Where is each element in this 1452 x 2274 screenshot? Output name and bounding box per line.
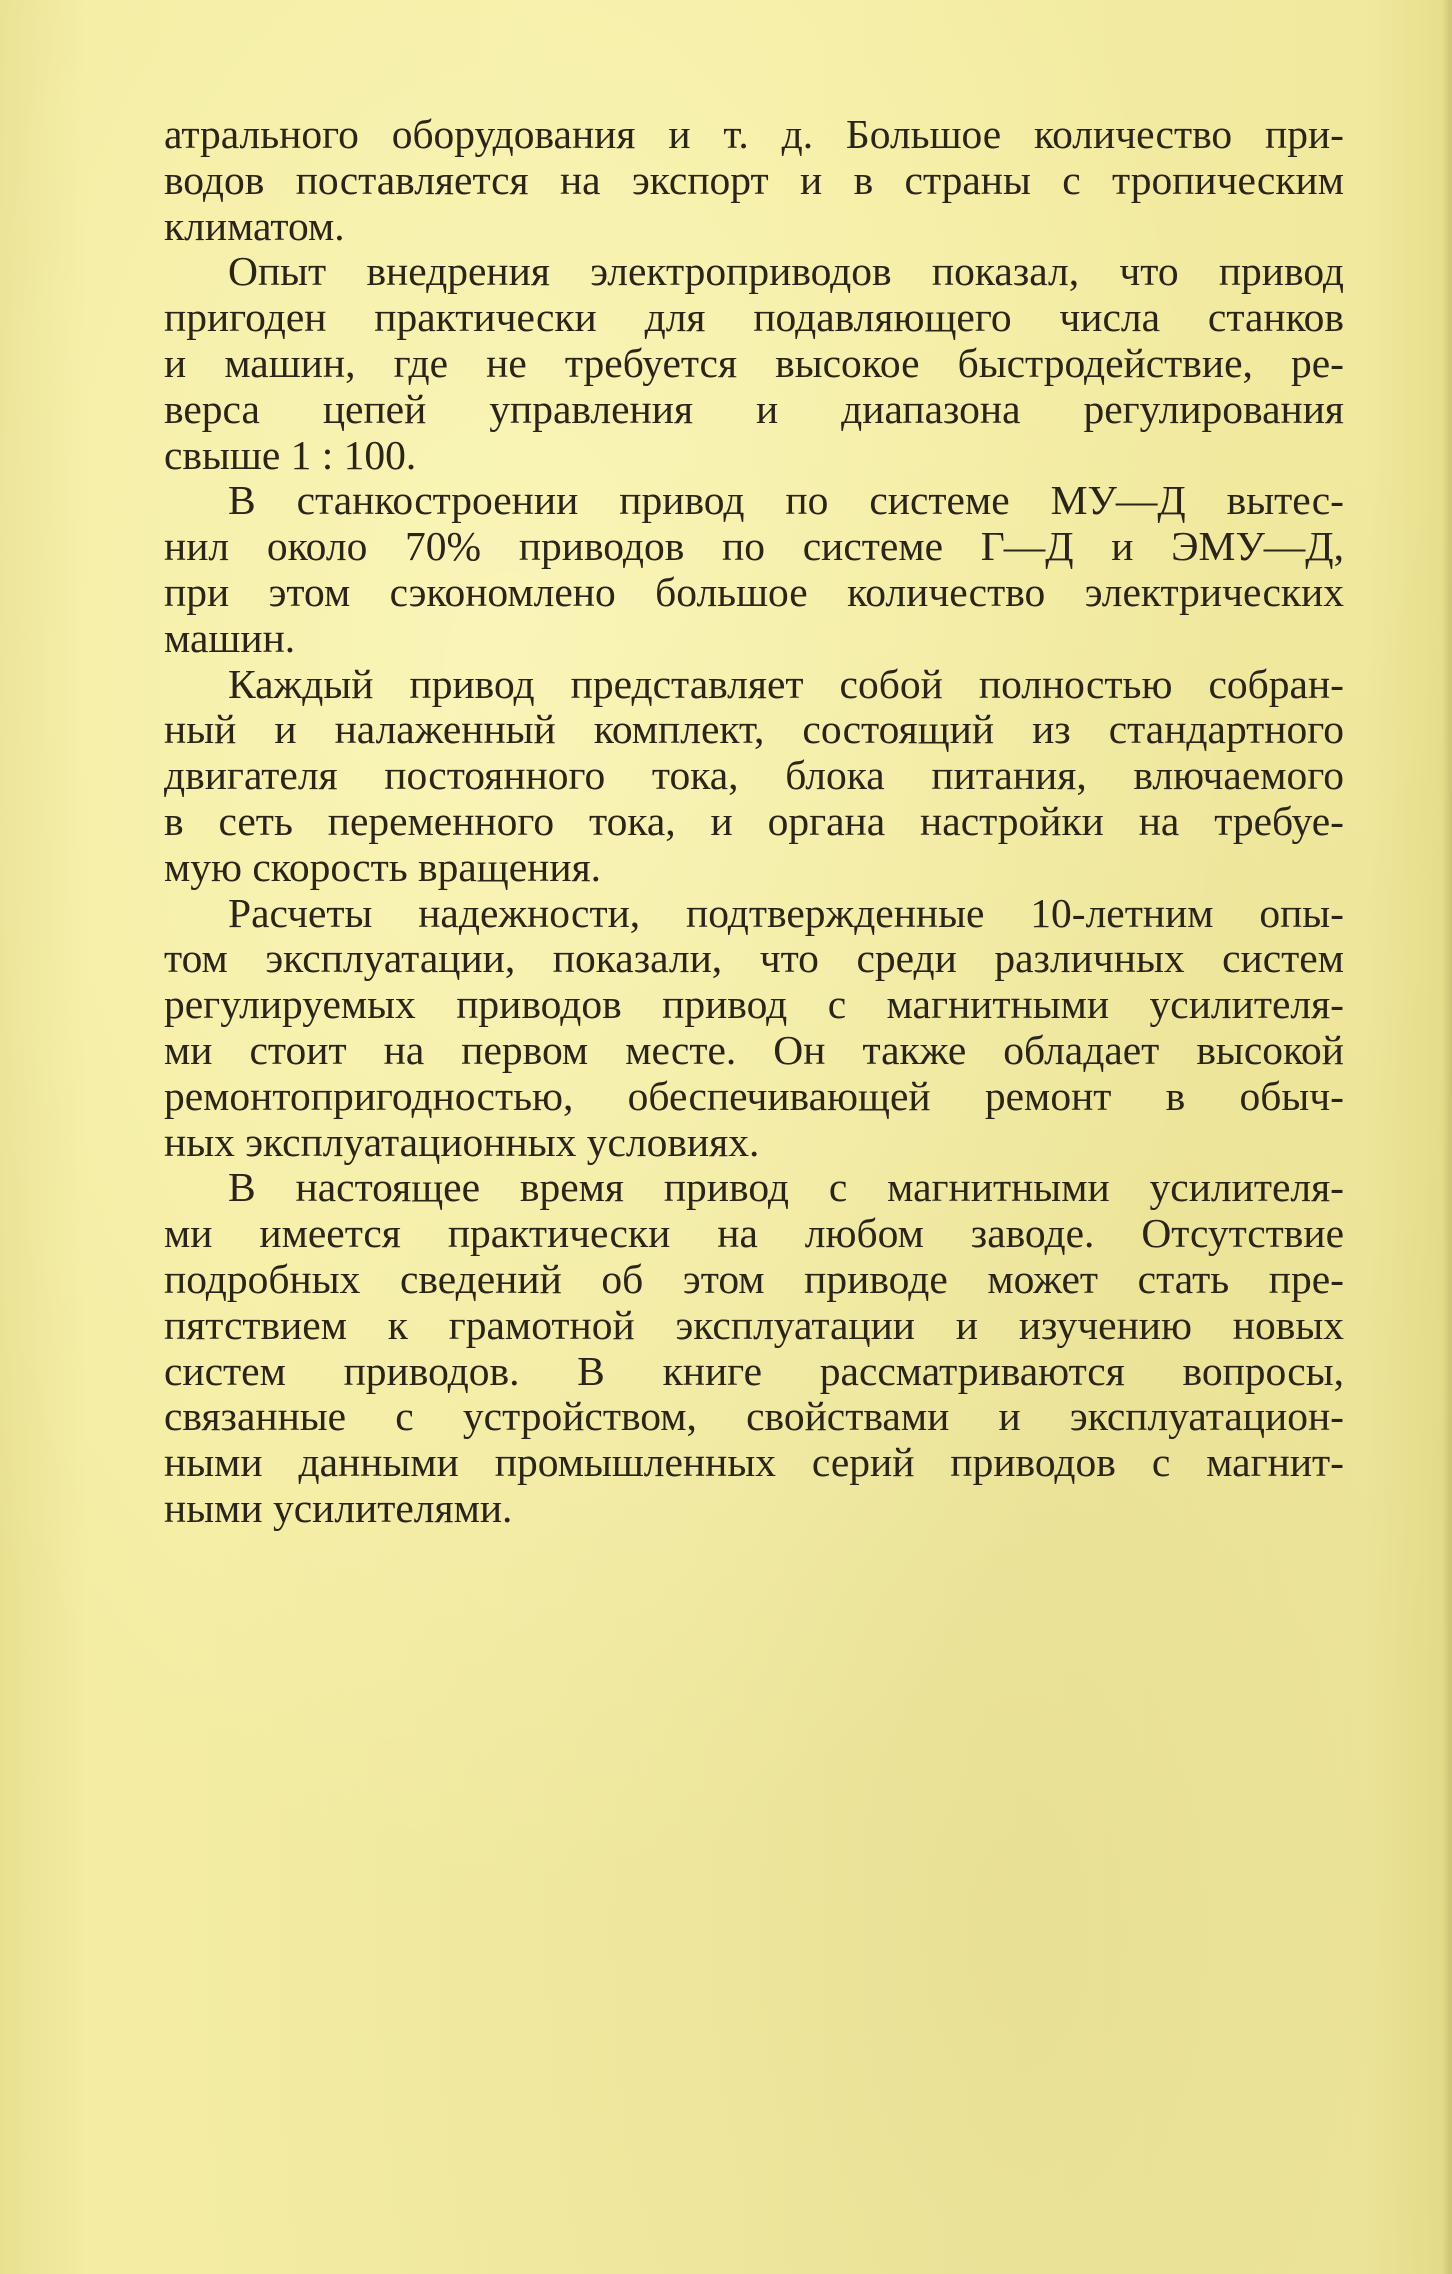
text-line: Опыт внедрения электроприводов показал, что привод bbox=[228, 248, 1344, 295]
paragraph bbox=[164, 662, 1344, 891]
text-line: мую скорость вращения. bbox=[164, 843, 602, 890]
paragraph bbox=[164, 112, 1344, 249]
body-text bbox=[164, 112, 1344, 1532]
text-line: нил около 70% приводов по системе Г—Д и ЭМУ—Д, bbox=[164, 523, 1344, 570]
text-line: подробных сведений об этом приводе может стать пре- bbox=[164, 1255, 1344, 1302]
text-line: ми стоит на первом месте. Он также обладает высокой bbox=[164, 1026, 1344, 1073]
text-line: ный и налаженный комплект, состоящий из стандартного bbox=[164, 706, 1344, 753]
text-line: В станкостроении привод по системе МУ—Д вытес- bbox=[228, 477, 1344, 524]
text-line: Каждый привод представляет собой полностью собран- bbox=[228, 660, 1344, 707]
paragraph bbox=[164, 249, 1344, 478]
text-line: регулируемых приводов привод с магнитными усилителя- bbox=[164, 981, 1344, 1028]
text-line: ных эксплуатационных условиях. bbox=[164, 1118, 760, 1165]
text-line: двигателя постоянного тока, блока питания, влючаемого bbox=[164, 752, 1344, 799]
text-line: пятствием к грамотной эксплуатации и изучению новых bbox=[164, 1301, 1344, 1348]
text-line: ными усилителями. bbox=[164, 1484, 513, 1531]
text-line: при этом сэкономлено большое количество электрических bbox=[164, 568, 1344, 615]
text-line: ремонтопригодностью, обеспечивающей ремонт в обыч- bbox=[164, 1072, 1344, 1119]
text-line: систем приводов. В книге рассматриваются вопросы, bbox=[164, 1347, 1344, 1394]
text-line: том эксплуатации, показали, что среди различных систем bbox=[164, 935, 1344, 982]
text-line: Расчеты надежности, подтвержденные 10-летним опы- bbox=[228, 889, 1344, 936]
text-line: в сеть переменного тока, и органа настройки на требуе- bbox=[164, 797, 1344, 844]
text-line: ными данными промышленных серий приводов с магнит- bbox=[164, 1439, 1344, 1486]
text-line: свыше 1 : 100. bbox=[164, 431, 417, 478]
paragraph bbox=[164, 1165, 1344, 1531]
text-line: и машин, где не требуется высокое быстродействие, ре- bbox=[164, 339, 1344, 386]
text-line: машин. bbox=[164, 614, 296, 661]
text-line: В настоящее время привод с магнитными усилителя- bbox=[228, 1164, 1344, 1211]
text-line: ми имеется практически на любом заводе. Отсутствие bbox=[164, 1210, 1344, 1257]
text-line: атрального оборудования и т. д. Большое количество при- bbox=[164, 111, 1344, 157]
text-line: пригоден практически для подавляющего числа станков bbox=[164, 294, 1344, 341]
paragraph bbox=[164, 891, 1344, 1166]
text-line: климатом. bbox=[164, 202, 345, 249]
text-line: верса цепей управления и диапазона регулирования bbox=[164, 385, 1344, 432]
paragraph bbox=[164, 478, 1344, 661]
text-line: связанные с устройством, свойствами и эксплуатацион- bbox=[164, 1393, 1344, 1440]
text-line: водов поставляется на экспорт и в страны с тропическим bbox=[164, 156, 1344, 203]
